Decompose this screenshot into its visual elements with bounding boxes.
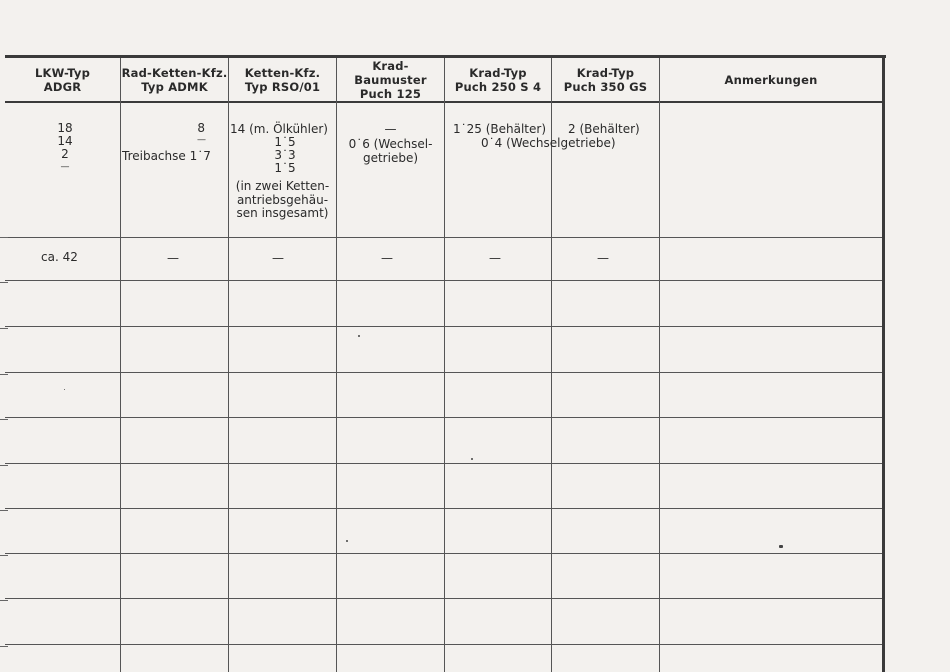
- column-divider: [228, 58, 229, 672]
- header-line1: Krad-Typ: [576, 66, 635, 80]
- header-rso: [229, 60, 336, 100]
- margin-tick: [0, 237, 8, 238]
- row-divider: [5, 237, 882, 238]
- puch125-value: getriebe): [362, 151, 419, 165]
- admk-value: 8: [197, 121, 205, 135]
- header-anmerkungen: [660, 60, 882, 100]
- admk-value: —: [197, 135, 206, 145]
- row-divider: [5, 417, 882, 418]
- header-line2: ADGR: [43, 80, 82, 94]
- row-divider: [5, 598, 882, 599]
- scan-speck: [779, 545, 783, 548]
- puch125-value: 0˙6 (Wechsel-: [348, 137, 433, 151]
- rso-value: (in zwei Ketten-: [235, 179, 330, 193]
- shared-250-350-value: 0˙4 (Wechselgetriebe): [481, 136, 616, 150]
- header-line2: Typ ADMK: [141, 80, 208, 94]
- admk-dash: —: [167, 251, 179, 265]
- puch250-value: 1˙25 (Behälter): [453, 122, 547, 136]
- header-line2: Puch 350 GS: [563, 80, 648, 94]
- margin-tick: [0, 600, 8, 601]
- header-puch250: [445, 60, 551, 100]
- row-divider: [5, 553, 882, 554]
- scan-speck: [346, 540, 348, 542]
- rso-value: antriebsgehäu-: [236, 193, 329, 207]
- row-divider: [5, 326, 882, 327]
- lkw-value: ca. 42: [41, 250, 78, 264]
- row-divider: [5, 463, 882, 464]
- rso-value: 1˙5: [274, 135, 296, 149]
- margin-tick: [0, 555, 8, 556]
- puch350-dash: —: [597, 251, 609, 265]
- puch350-value: 2 (Behälter): [568, 122, 640, 136]
- header-line1: LKW-Typ: [34, 66, 91, 80]
- scan-speck: [64, 389, 65, 390]
- margin-tick: [0, 465, 8, 466]
- header-line2: Puch 125: [359, 87, 422, 101]
- row-divider: [5, 280, 882, 281]
- column-divider: [659, 58, 660, 672]
- header-line1: Rad-Ketten-Kfz.: [121, 66, 228, 80]
- margin-tick: [0, 282, 8, 283]
- lkw-value: —: [60, 162, 70, 172]
- header-admk: [121, 60, 228, 100]
- table-right-border: [882, 55, 885, 672]
- header-lkw-adgr: [5, 60, 120, 100]
- header-line2: Puch 250 S 4: [454, 80, 542, 94]
- margin-tick: [0, 419, 8, 420]
- margin-tick: [0, 510, 8, 511]
- table-top-border: [5, 55, 886, 58]
- rso-dash: —: [272, 251, 284, 265]
- column-divider: [551, 58, 552, 672]
- header-puch350: [552, 60, 659, 100]
- lkw-value: 18: [57, 121, 73, 135]
- puch125-dash: —: [381, 251, 393, 265]
- column-divider: [444, 58, 445, 672]
- header-puch125: [337, 60, 444, 100]
- puch125-value: —: [384, 122, 397, 136]
- header-line1: Krad-Baumuster: [354, 59, 427, 87]
- lkw-value: 14: [57, 134, 73, 148]
- margin-tick: [0, 374, 8, 375]
- puch250-dash: —: [489, 251, 501, 265]
- scan-speck: [471, 458, 473, 460]
- admk-value: Treibachse 1˙7: [122, 149, 211, 163]
- rso-value: 14 (m. Ölkühler): [230, 122, 328, 136]
- row-divider: [5, 508, 882, 509]
- lkw-value: 2: [61, 147, 69, 161]
- header-line2: Typ RSO/01: [244, 80, 321, 94]
- row-divider: [5, 372, 882, 373]
- row-divider: [5, 644, 882, 645]
- column-divider: [120, 58, 121, 672]
- header-line1: Ketten-Kfz.: [244, 66, 321, 80]
- margin-tick: [0, 328, 8, 329]
- rso-value: sen insgesamt): [236, 206, 329, 220]
- margin-tick: [0, 646, 8, 647]
- header-line1: Krad-Typ: [469, 66, 527, 80]
- header-line1: Anmerkungen: [724, 73, 818, 87]
- scan-speck: [358, 335, 360, 337]
- rso-value: 1˙5: [274, 161, 296, 175]
- rso-value: 3˙3: [274, 148, 296, 162]
